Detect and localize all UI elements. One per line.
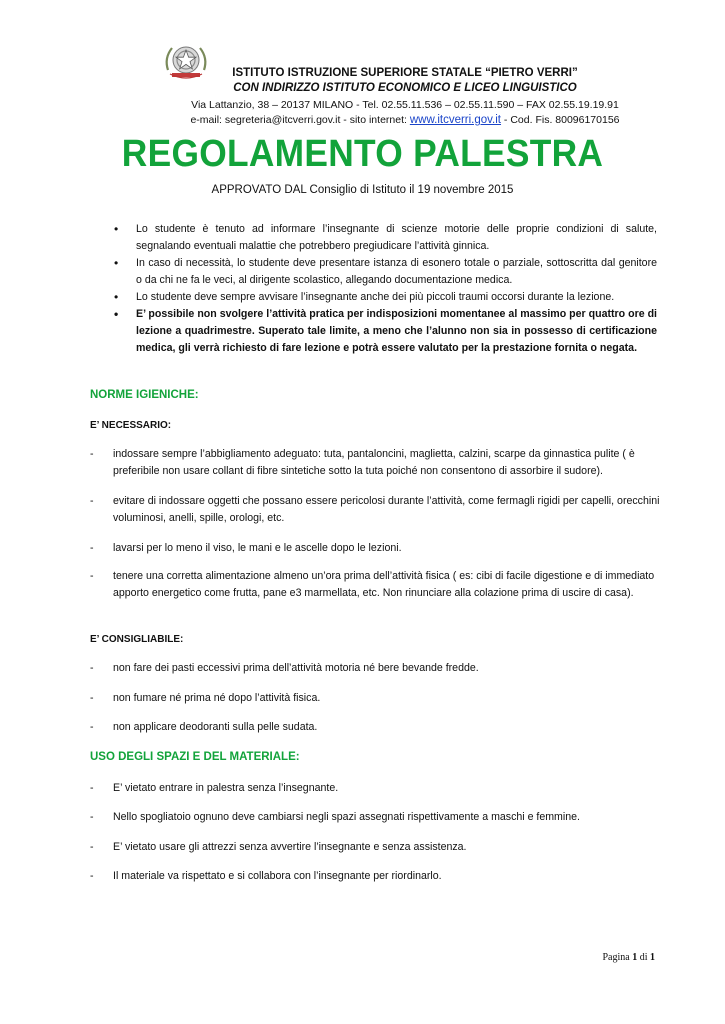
intro-bullet: • Lo studente deve sempre avvisare l’insegnante anche dei più piccoli traumi occorsi durante la lezione. [112, 289, 657, 306]
approval-note: APPROVATO DAL Consiglio di Istituto il 19 novembre 2015 [211, 184, 514, 196]
list-item: - indossare sempre l’abbigliamento adeguato: tuta, pantaloncini, maglietta, calzini, scarpe da ginnastica pulite ( è preferibile non usare collant di fibre sintetiche sotto la tuta poiché non consentono di assorbire il sudore). [90, 448, 635, 477]
list-item: - lavarsi per lo meno il viso, le mani e le ascelle dopo le lezioni. [90, 542, 402, 554]
page-total: 1 [650, 952, 655, 963]
list-item: - E’ vietato entrare in palestra senza l’insegnante. [90, 782, 339, 794]
list-item: - Il materiale va rispettato e si collabora con l’insegnante per riordinarlo. [90, 870, 442, 882]
list-item: - tenere una corretta alimentazione almeno un’ora prima dell’attività fisica ( es: cibi di facile digestione e di immediato apporto energetico come frutta, pane e3 marmellata, etc. Non rinunciare alla colazione prima di uscire di casa). [90, 570, 655, 599]
list-item: - non fare dei pasti eccessivi prima dell’attività motoria né bere bevande fredde. [90, 662, 479, 674]
intro-bullet: • In caso di necessità, lo studente deve presentare istanza di esonero totale o parziale, sottoscritta dal genitore o da chi ne fa le veci, al dirigente scolastico, allegando documentazione medica. [112, 255, 657, 289]
page-footer: Pagina 1 di 1 [602, 952, 655, 963]
contact-line [110, 114, 700, 126]
school-subtitle: CON INDIRIZZO ISTITUTO ECONOMICO E LICEO LINGUISTICO [233, 82, 577, 94]
spaces-heading: USO DEGLI SPAZI E DEL MATERIALE: [90, 751, 300, 763]
school-name: ISTITUTO ISTRUZIONE SUPERIORE STATALE “PIETRO VERRI” [232, 67, 578, 79]
hygiene-heading: NORME IGIENICHE: [90, 389, 199, 401]
advisable-label: E’ CONSIGLIABILE: [90, 634, 184, 645]
list-item: - non applicare deodoranti sulla pelle sudata. [90, 721, 318, 733]
list-item: - evitare di indossare oggetti che possano essere pericolosi durante l’attività, come fermagli rigidi per capelli, orecchini voluminosi, anelli, spille, orologi, etc. [90, 495, 660, 524]
page-number: 1 [632, 952, 638, 963]
email-text: e-mail: segreteria@itcverri.gov.it - sito internet: [190, 114, 410, 126]
list-item: - E’ vietato usare gli attrezzi senza avvertire l’insegnante e senza assistenza. [90, 841, 467, 853]
fiscal-code: - Cod. Fis. 80096170156 [501, 114, 620, 126]
intro-bullet: • Lo studente è tenuto ad informare l’insegnante di scienze motorie delle proprie condizioni di salute, segnalando eventuali malattie che potrebbero pregiudicare l’attività ginnica. [112, 221, 657, 255]
school-address: Via Lattanzio, 38 – 20137 MILANO - Tel. 02.55.11.536 – 02.55.11.590 – FAX 02.55.19.19.91 [191, 99, 619, 111]
website-link[interactable]: www.itcverri.gov.it [409, 114, 502, 126]
intro-bullet-bold: • E’ possibile non svolgere l’attività pratica per indisposizioni momentanee al massimo per quattro ore di lezione a quadrimestre. Superato tale limite, a meno che l’alunno non sia in possesso di certificazione medica, gli verrà richiesto di fare lezione e potrà essere valutato per la prestazione fornita o negata. [112, 306, 657, 357]
list-item: - non fumare né prima né dopo l’attività fisica. [90, 692, 321, 704]
list-item: - Nello spogliatoio ognuno deve cambiarsi negli spazi assegnati rispettivamente a maschi e femmine. [90, 811, 580, 823]
document-title: REGOLAMENTO PALESTRA [121, 133, 604, 175]
intro-bullet-list [112, 221, 657, 357]
necessary-label: E’ NECESSARIO: [90, 420, 172, 431]
